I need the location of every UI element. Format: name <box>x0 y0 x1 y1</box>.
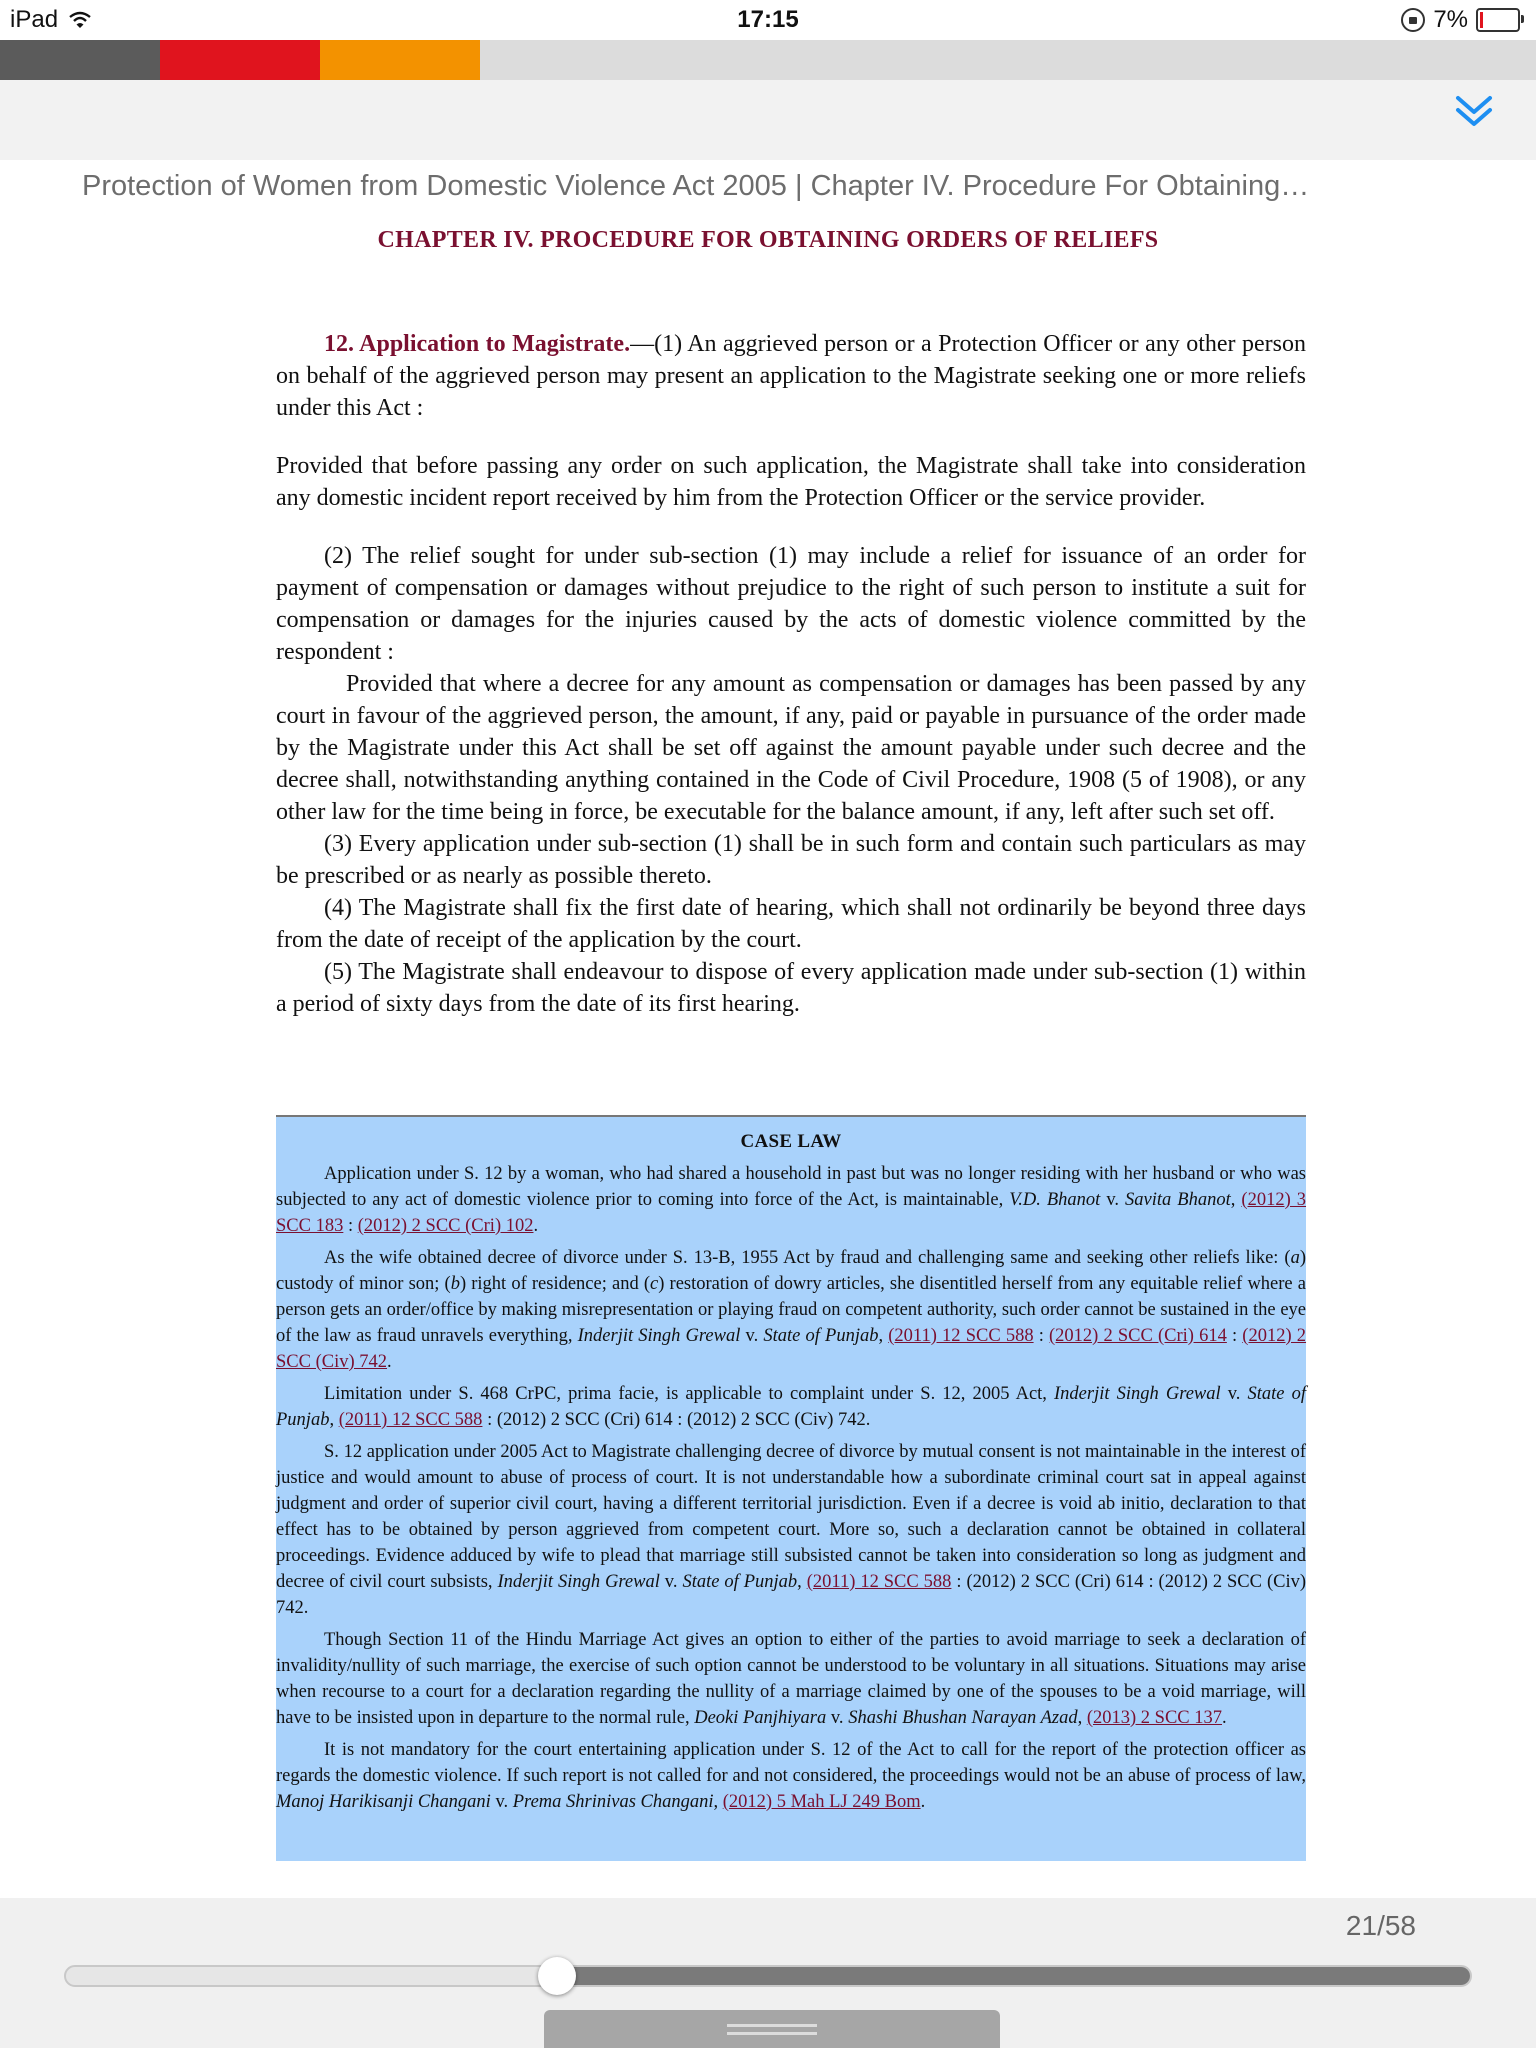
section-paragraph: (4) The Magistrate shall fix the first date of hearing, which shall not ordinarily be beyond three days from the date of receipt of the application by the court. <box>276 895 1306 953</box>
double-chevron-down-icon[interactable] <box>1452 90 1496 134</box>
citation-link[interactable]: (2011) 12 SCC 588 <box>806 1572 952 1592</box>
section-paragraph <box>276 328 1306 424</box>
page-slider-handle[interactable] <box>538 1957 576 1995</box>
citation-link[interactable]: (2012) 3 SCC 183 <box>276 1190 1307 1236</box>
device-name: iPad <box>10 6 59 33</box>
case-law-entry: S. 12 application under 2005 Act to Magistrate challenging decree of divorce by mutual consent is not maintainable in the interest of justice and would amount to abuse of process of court. It is not understandable how a subordinate criminal court sat in appeal against judgment and order of superior civil court, having a different territorial jurisdiction. Even if a decree is void ab initio, declaration to that effect has to be obtained by person aggrieved from competent court. More so, such a declaration cannot be obtained in collateral proceedings. Evidence adduced by wife to plead that marriage still subsisted cannot be taken into consideration so long as judgment and decree of civil court subsists, Inderjit Singh Grewal v. State of Punjab, (2011) 12 SCC 588 : (2012) 2 SCC (Cri) 614 : (2012) 2 SCC (Civ) 742. <box>276 1442 1306 1618</box>
clock: 17:15 <box>737 6 799 33</box>
section-paragraph: Provided that before passing any order on such application, the Magistrate shall take into consideration any domestic incident report received by him from the Protection Officer or the service provider. <box>276 453 1306 511</box>
strip-segment <box>480 40 1536 80</box>
page-slider[interactable] <box>64 1965 1472 1987</box>
case-law-entry: Limitation under S. 468 CrPC, prima facie, is applicable to complaint under S. 12, 2005 Act, Inderjit Singh Grewal v. State of Punjab, (2011) 12 SCC 588 : (2012) 2 SCC (Cri) 614 : (2012) 2 SCC (Civ) 742. <box>276 1384 1306 1430</box>
rotation-lock-icon <box>1401 8 1425 32</box>
citation-link[interactable]: (2011) 12 SCC 588 <box>338 1410 483 1430</box>
strip-segment <box>160 40 320 80</box>
case-law-title: CASE LAW <box>740 1131 842 1152</box>
case-law-box <box>276 1115 1306 1861</box>
drawer-handle[interactable] <box>544 2010 1000 2048</box>
section-paragraph: (2) The relief sought for under sub-section (1) may include a relief for issuance of an order for payment of compensation or damages without prejudice to the right of such person to institute a suit for compensation or damages for the injuries caused by the acts of domestic violence committed by the respondent : <box>276 543 1306 665</box>
citation-link[interactable]: (2012) 2 SCC (Cri) 614 <box>1049 1326 1227 1346</box>
status-bar <box>0 0 1536 40</box>
section-text <box>276 328 1306 1020</box>
citation-link[interactable]: (2012) 2 SCC (Civ) 742 <box>276 1326 1307 1372</box>
strip-segment <box>0 40 160 80</box>
citation-link[interactable]: (2012) 2 SCC (Cri) 102 <box>357 1216 534 1236</box>
section-heading: 12. Application to Magistrate. <box>324 331 631 357</box>
citation-link[interactable]: (2011) 12 SCC 588 <box>888 1326 1034 1346</box>
chapter-heading: CHAPTER IV. PROCEDURE FOR OBTAINING ORDERS OF RELIEFS <box>377 227 1159 253</box>
reader-toolbar <box>0 80 1536 160</box>
case-law-entry: Though Section 11 of the Hindu Marriage Act gives an option to either of the parties to avoid marriage to seek a declaration of invalidity/nullity of such marriage, the exercise of such option cannot be understood to be voluntary in all situations. Situations may arise when recourse to a court for a declaration regarding the nullity of a marriage claimed by one of the spouses to be a void marriage, will have to be insisted upon in departure to the normal rule, Deoki Panjhiyara v. Shashi Bhushan Narayan Azad, (2013) 2 SCC 137. <box>276 1630 1306 1728</box>
case-law-entry: It is not mandatory for the court entertaining application under S. 12 of the Act to call for the report of the protection officer as regards the domestic violence. If such report is not called for and not considered, the proceedings would not be an abuse of process of law, Manoj Harikisanji Changani v. Prema Shrinivas Changani, (2012) 5 Mah LJ 249 Bom. <box>276 1740 1306 1812</box>
battery-percent: 7% <box>1433 6 1468 33</box>
battery-icon <box>1476 8 1520 32</box>
case-law-entry: As the wife obtained decree of divorce under S. 13-B, 1955 Act by fraud and challenging same and seeking other reliefs like: (a) custody of minor son; (b) right of residence; and (c) restoration of dowry articles, she disentitled herself from any equitable relief where a person gets an order/office by making misrepresentation or playing fraud on competent authority, such order cannot be sustained in the eye of the law as fraud unravels everything, Inderjit Singh Grewal v. State of Punjab, (2011) 12 SCC 588 : (2012) 2 SCC (Cri) 614 : (2012) 2 SCC (Civ) 742. <box>276 1248 1307 1372</box>
citation-link[interactable]: (2013) 2 SCC 137 <box>1086 1708 1222 1728</box>
paragraph-text: —(1) An aggrieved person or a Protection Officer or any other person on behalf of the aggrieved person may present an application to the Magistrate seeking one or more reliefs under this Act : <box>276 331 1306 421</box>
document-title: Protection of Women from Domestic Violence Act 2005 | Chapter IV. Procedure For Obtaining… <box>82 170 1310 202</box>
section-paragraph: Provided that where a decree for any amount as compensation or damages has been passed by any court in favour of the aggrieved person, the amount, if any, paid or payable in pursuance of the order made by the Magistrate under this Act shall be set off against the amount payable under such decree and the decree shall, notwithstanding anything contained in the Code of Civil Procedure, 1908 (5 of 1908), or any other law for the time being in force, be executable for the balance amount, if any, left after such set off. <box>276 671 1306 825</box>
page-number: 21/58 <box>1345 1910 1416 1941</box>
section-paragraph: (3) Every application under sub-section (1) shall be in such form and contain such particulars as may be prescribed or as nearly as possible thereto. <box>276 831 1306 889</box>
reading-progress-strip <box>0 40 1536 80</box>
grip-line <box>727 2032 817 2035</box>
case-law-entry: Application under S. 12 by a woman, who had shared a household in past but was no longer residing with her husband or who was subjected to any act of domestic violence prior to coming into force of the Act, is maintainable, V.D. Bhanot v. Savita Bhanot, (2012) 3 SCC 183 : (2012) 2 SCC (Cri) 102. <box>276 1164 1307 1236</box>
section-paragraph: (5) The Magistrate shall endeavour to dispose of every application made under sub-section (1) within a period of sixty days from the date of its first hearing. <box>276 959 1306 1017</box>
strip-segment <box>320 40 480 80</box>
page-slider-progress <box>557 1967 1470 1985</box>
grip-line <box>727 2024 817 2027</box>
citation-link[interactable]: (2012) 5 Mah LJ 249 Bom <box>722 1792 921 1812</box>
